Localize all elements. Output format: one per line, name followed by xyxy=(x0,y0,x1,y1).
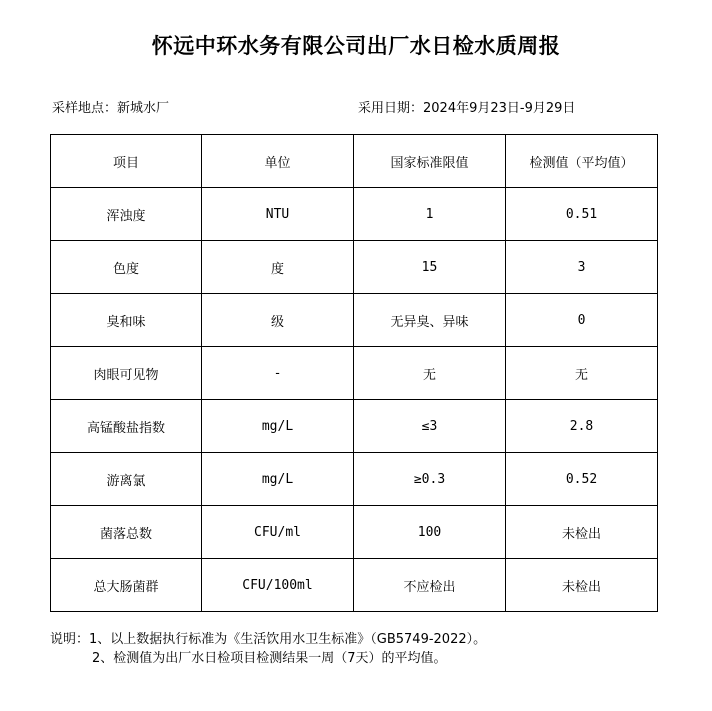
cell-item: 肉眼可见物 xyxy=(51,347,202,400)
header-limit: 国家标准限值 xyxy=(354,135,506,188)
header-item: 项目 xyxy=(51,135,202,188)
cell-limit: 1 xyxy=(354,188,506,241)
cell-item: 浑浊度 xyxy=(51,188,202,241)
cell-item: 高锰酸盐指数 xyxy=(51,400,202,453)
cell-limit: 不应检出 xyxy=(354,559,506,612)
table-row xyxy=(51,453,658,506)
cell-limit: 15 xyxy=(354,241,506,294)
cell-item: 游离氯 xyxy=(51,453,202,506)
table-row xyxy=(51,559,658,612)
cell-limit: 无 xyxy=(354,347,506,400)
cell-unit: - xyxy=(202,347,354,400)
table-row xyxy=(51,400,658,453)
cell-value: 未检出 xyxy=(506,559,658,612)
table-header-row xyxy=(51,135,658,188)
cell-item: 总大肠菌群 xyxy=(51,559,202,612)
cell-item: 色度 xyxy=(51,241,202,294)
cell-unit: 度 xyxy=(202,241,354,294)
cell-item: 菌落总数 xyxy=(51,506,202,559)
cell-unit: mg/L xyxy=(202,400,354,453)
table-row xyxy=(51,347,658,400)
cell-item: 臭和味 xyxy=(51,294,202,347)
cell-value: 3 xyxy=(506,241,658,294)
note-line-2: 2、检测值为出厂水日检项目检测结果一周（7天）的平均值。 xyxy=(92,651,447,666)
cell-unit: NTU xyxy=(202,188,354,241)
report-title: 怀远中环水务有限公司出厂水日检水质周报 xyxy=(151,34,561,58)
table-row xyxy=(51,241,658,294)
cell-value: 2.8 xyxy=(506,400,658,453)
cell-unit: mg/L xyxy=(202,453,354,506)
cell-limit: ≥0.3 xyxy=(354,453,506,506)
table-row xyxy=(51,506,658,559)
water-quality-table xyxy=(50,134,658,612)
cell-limit: 无异臭、异味 xyxy=(354,294,506,347)
cell-value: 无 xyxy=(506,347,658,400)
note-line-1: 说明：1、以上数据执行标准为《生活饮用水卫生标准》（GB5749-2022）。 xyxy=(50,632,487,647)
cell-limit: 100 xyxy=(354,506,506,559)
cell-limit: ≤3 xyxy=(354,400,506,453)
cell-value: 0.52 xyxy=(506,453,658,506)
header-unit: 单位 xyxy=(202,135,354,188)
cell-value: 0 xyxy=(506,294,658,347)
header-value: 检测值（平均值） xyxy=(506,135,658,188)
notes xyxy=(50,630,486,668)
cell-value: 未检出 xyxy=(506,506,658,559)
cell-unit: CFU/ml xyxy=(202,506,354,559)
table-row xyxy=(51,294,658,347)
cell-unit: 级 xyxy=(202,294,354,347)
cell-unit: CFU/100ml xyxy=(202,559,354,612)
sampling-location: 采样地点：新城水厂 xyxy=(52,101,170,116)
sampling-date: 采用日期：2024年9月23日-9月29日 xyxy=(358,101,576,116)
cell-value: 0.51 xyxy=(506,188,658,241)
table-row xyxy=(51,188,658,241)
